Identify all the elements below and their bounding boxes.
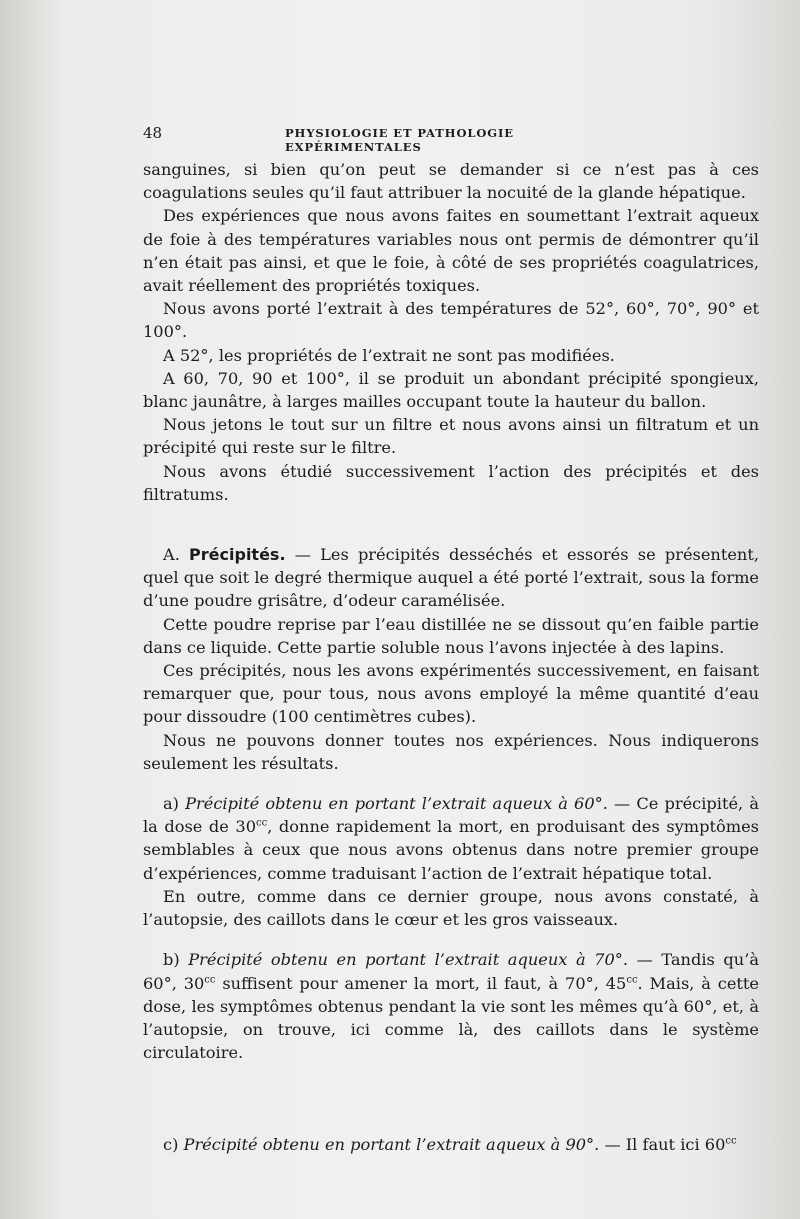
running-title: PHYSIOLOGIE ET PATHOLOGIE EXPÉRIMENTALES [285, 126, 514, 154]
paragraph: Nous jetons le tout sur un filtre et nous avons ainsi un filtratum et un précipité qui reste sur le filtre. [143, 415, 759, 458]
item-a-paragraph [143, 792, 759, 885]
paragraph: Nous ne pouvons donner toutes nos expériences. Nous indiquerons seulement les résultats. [143, 730, 759, 773]
item-text: suffisent pour amener la mort, il faut, à 70°, 45 [215, 973, 627, 993]
paragraph: sanguines, si bien qu’on peut se demander si ce n’est pas à ces coagulations seules qu’il faut attribuer la nocuité de la glande hépatique. [143, 160, 759, 203]
paragraph: Nous avons porté l’extrait à des températures de 52°, 60°, 70°, 90° et 100°. [143, 299, 759, 342]
section-label: A. [163, 545, 180, 565]
item-spacer [143, 931, 759, 948]
page-body [143, 158, 759, 1064]
unit-superscript: cc [256, 817, 268, 829]
item-title: Précipité obtenu en portant l’extrait aqueux à 60°. [185, 794, 608, 814]
item-text: — Il faut ici 60 [599, 1135, 726, 1155]
paragraph: A 60, 70, 90 et 100°, il se produit un abondant précipité spongieux, blanc jaunâtre, à larges mailles occupant toute la hauteur du ballon. [143, 368, 759, 412]
paragraph: En outre, comme dans ce dernier groupe, nous avons constaté, à l’autopsie, des caillots dans le cœur et les gros vaisseaux. [143, 886, 759, 930]
item-c-paragraph [143, 1133, 759, 1156]
unit-superscript: cc [204, 974, 216, 986]
unit-superscript: cc [626, 974, 638, 986]
item-text: — Tandis qu’à 60°, 30 [143, 950, 759, 993]
item-text: — Ce précipité, à la dose de 30 [143, 794, 759, 837]
item-label: b) [163, 950, 180, 970]
item-text: . Mais, à cette dose, les symptômes obtenus pendant la vie sont les mêmes qu’à 60°, et, à l’autopsie, on trouve, ici comme là, des caillots dans le système circulatoire. [143, 973, 759, 1063]
unit-superscript: cc [725, 1135, 737, 1147]
section-a-paragraph [143, 543, 759, 613]
item-title: Précipité obtenu en portant l’extrait aqueux à 90°. [183, 1135, 600, 1155]
page-number: 48 [143, 124, 163, 142]
section-spacer [143, 506, 759, 543]
paragraph: Nous avons étudié successivement l’action des précipités et des filtratums. [143, 461, 759, 504]
item-title: Précipité obtenu en portant l’extrait aqueux à 70°. [188, 950, 629, 970]
item-spacer [143, 775, 759, 792]
paragraph: Des expériences que nous avons faites en soumettant l’extrait aqueux de foie à des températures variables nous ont permis de démontrer qu’il n’en était pas ainsi, et que le foie, à côté de ses propriétés coagulatrices, avait réellement des propriétés toxiques. [143, 206, 759, 296]
item-b-paragraph [143, 948, 759, 1064]
item-label: c) [163, 1135, 179, 1155]
section-title: Précipités. [189, 545, 286, 565]
section-text: — Les précipités desséchés et essorés se présentent, quel que soit le degré thermique auquel a été porté l’extrait, sous la forme d’une poudre grisâtre, d’odeur caramélisée. [143, 545, 759, 611]
item-text: , donne rapidement la mort, en produisant des symptômes semblables à ceux que nous avons obtenus dans notre premier groupe d’expériences, comme traduisant l’action de l’extrait hépatique total. [143, 817, 759, 883]
paragraph: A 52°, les propriétés de l’extrait ne sont pas modifiées. [163, 345, 615, 365]
paragraph: Ces précipités, nous les avons expérimentés successivement, en faisant remarquer que, pour tous, nous avons employé la même quantité d’eau pour dissoudre (100 centimètres cubes). [143, 661, 759, 727]
page-header [143, 124, 618, 154]
item-label: a) [163, 794, 179, 814]
paragraph: Cette poudre reprise par l’eau distillée ne se dissout qu’en faible partie dans ce liquide. Cette partie soluble nous l’avons injectée à des lapins. [143, 614, 759, 657]
